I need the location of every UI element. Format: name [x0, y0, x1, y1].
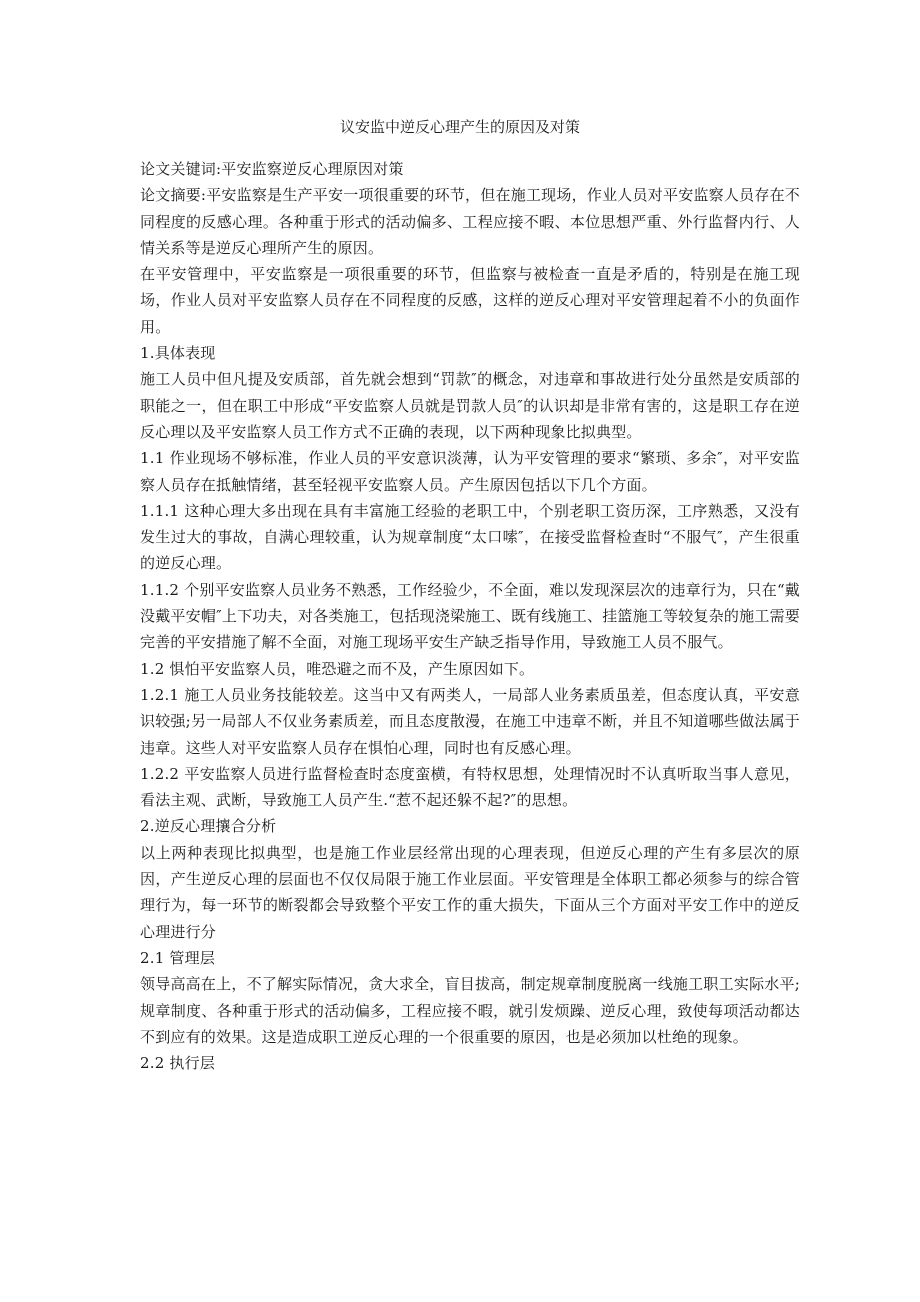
abstract-paragraph: 论文摘要:平安监察是生产平安一项很重要的环节，但在施工现场，作业人员对平安监察人员存在不同程度的反感心理。各种重于形式的活动偏多、工程应接不暇、本位思想严重、外行监督内行、人情关系等是逆反心理所产生的原因。 — [140, 186, 800, 257]
subsection-1-2: 1.2 惧怕平安监察人员，唯恐避之而不及，产生原因如下。 — [140, 659, 535, 678]
subsection-2-1: 2.1 管理层 — [140, 948, 216, 967]
section-heading-1: 1.具体表现 — [140, 344, 216, 363]
intro-paragraph: 在平安管理中，平安监察是一项很重要的环节，但监察与被检查一直是矛盾的，特别是在施工现场，作业人员对平安监察人员存在不同程度的反感，这样的逆反心理对平安管理起着不小的负面作用。 — [140, 265, 800, 336]
body-paragraph: 施工人员中但凡提及安质部，首先就会想到“罚款″的概念，对违章和事故进行处分虽然是安质部的职能之一，但在职工中形成“平安监察人员就是罚款人员″的认识却是非常有害的，这是职工存在逆反心理以及平安监察人员工作方式不正确的表现，以下两种现象比拟典型。 — [140, 370, 800, 441]
document-body — [140, 156, 800, 1076]
section-heading-2: 2.逆反心理攘合分析 — [140, 817, 277, 836]
body-paragraph: 以上两种表现比拟典型，也是施工作业层经常出现的心理表现，但逆反心理的产生有多层次的原因，产生逆反心理的层面也不仅仅局限于施工作业层面。平安管理是全体职工都必须参与的综合管理行为，每一环节的断裂都会导致整个平安工作的重大损失，下面从三个方面对平安工作中的逆反心理进行分 — [140, 843, 800, 941]
subsection-1-2-2: 1.2.2 平安监察人员进行监督检查时态度蛮横，有特权思想，处理情况时不认真听取当事人意见，看法主观、武断，导致施工人员产生.“惹不起还躲不起?″的思想。 — [140, 764, 800, 810]
subsection-1-1-2: 1.1.2 个别平安监察人员业务不熟悉，工作经验少，不全面，难以发现深层次的违章行为，只在“戴没戴平安帽″上下功夫，对各类施工，包括现浇梁施工、既有线施工、挂篮施工等较复杂的施工需要完善的平安措施了解不全面，对施工现场平安生产缺乏指导作用，导致施工人员不服气。 — [140, 580, 801, 652]
subsection-1-1-1: 1.1.1 这种心理大多出现在具有丰富施工经验的老职工中，个别老职工资历深，工序熟悉，又没有发生过大的事故，自满心理较重，认为规章制度“太口嗦″，在接受监督检查时“不服气″，产生很重的逆反心理。 — [140, 501, 800, 573]
keywords-line: 论文关键词:平安监察逆反心理原因对策 — [140, 160, 404, 178]
subsection-2-2: 2.2 执行层 — [140, 1054, 216, 1073]
body-paragraph: 领导高高在上，不了解实际情况，贪大求全，盲目拔高，制定规章制度脱离一线施工职工实际水平;规章制度、各种重于形式的活动偏多，工程应接不暇，就引发烦躁、逆反心理，致使每项活动都达不到应有的效果。这是造成职工逆反心理的一个很重要的原因，也是必须加以杜绝的现象。 — [140, 975, 800, 1046]
document-title: 议安监中逆反心理产生的原因及对策 — [339, 118, 580, 136]
subsection-1-2-1: 1.2.1 施工人员业务技能较差。这当中又有两类人，一局部人业务素质虽差，但态度认真，平安意识较强;另一局部人不仅业务素质差，而且态度散漫，在施工中违章不断，并且不知道哪些做法属于违章。这些人对平安监察人员存在惧怕心理，同时也有反感心理。 — [140, 685, 800, 757]
subsection-1-1: 1.1 作业现场不够标准，作业人员的平安意识淡薄，认为平安管理的要求“繁琐、多余″，对平安监察人员存在抵触情绪，甚至轻视平安监察人员。产生原因包括以下几个方面。 — [140, 449, 800, 494]
